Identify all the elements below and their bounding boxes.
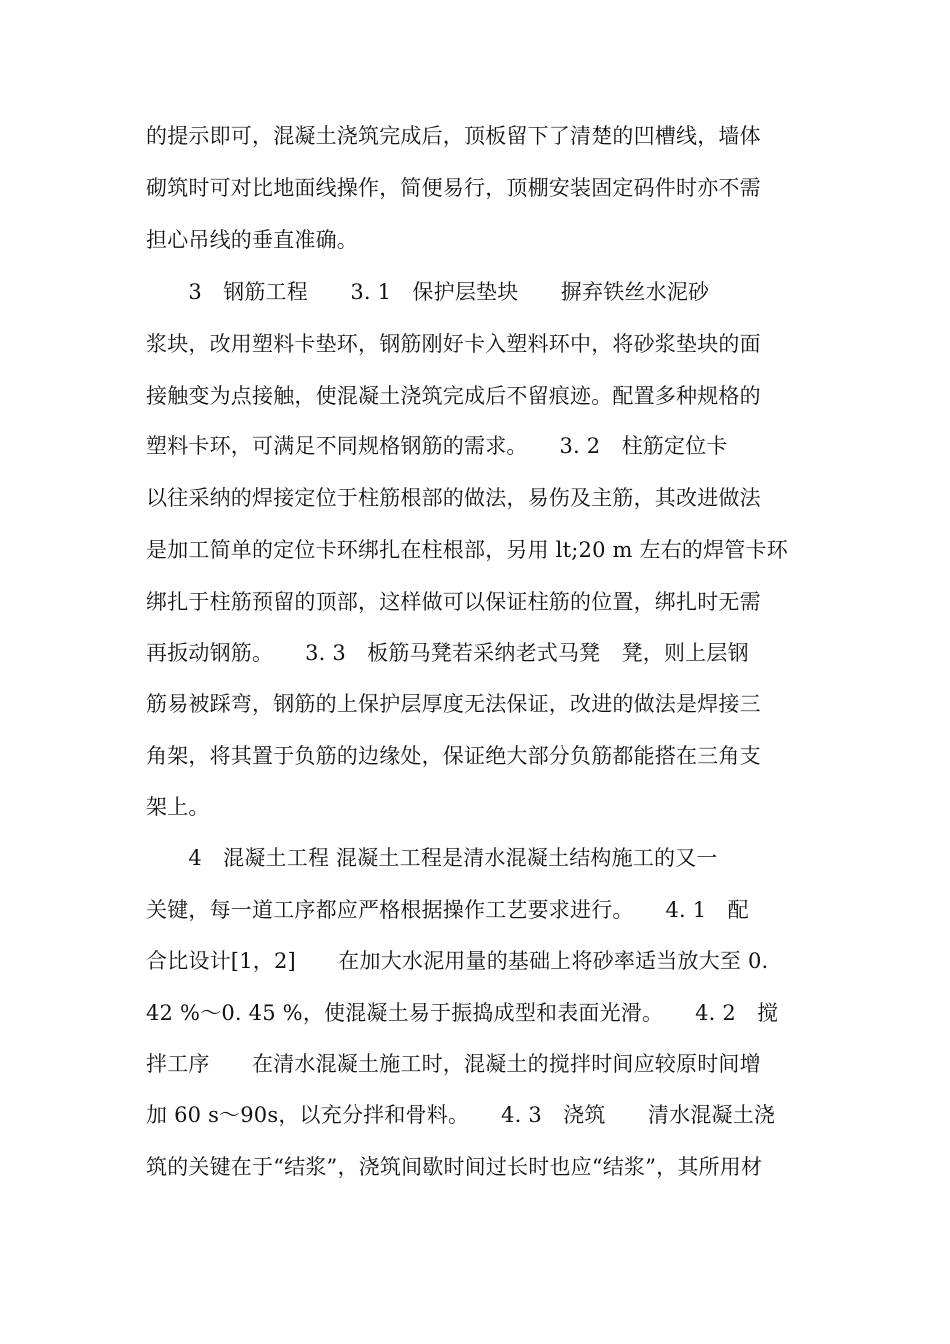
text-line: 筋易被踩弯，钢筋的上保护层厚度无法保证，改进的做法是焊接三 [146, 692, 761, 716]
text-line: 3 钢筋工程 3. 1 保护层垫块 摒弃铁丝水泥砂 [146, 280, 710, 304]
text-line: 筑的关键在于“结浆”，浇筑间歇时间过长时也应“结浆”，其所用材 [146, 1155, 763, 1179]
text-line: 合比设计[1，2] 在加大水泥用量的基础上将砂率适当放大至 0. [146, 949, 769, 973]
text-line: 以往采纳的焊接定位于柱筋根部的做法，易伤及主筋，其改进做法 [146, 486, 761, 510]
text-line: 架上。 [146, 795, 210, 819]
text-line: 担心吊线的垂直准确。 [146, 228, 358, 252]
text-line: 绑扎于柱筋预留的顶部，这样做可以保证柱筋的位置，绑扎时无需 [146, 590, 761, 614]
text-line: 接触变为点接触，使混凝土浇筑完成后不留痕迹。配置多种规格的 [146, 384, 761, 408]
text-line: 42 %～0. 45 %，使混凝土易于振捣成型和表面光滑。 4. 2 搅 [146, 1001, 779, 1025]
text-line: 加 60 s～90s，以充分拌和骨料。 4. 3 浇筑 清水混凝土浇 [146, 1103, 776, 1127]
text-line: 是加工简单的定位卡环绑扎在柱根部，另用 lt;20 m 左右的焊管卡环 [146, 538, 788, 562]
text-line: 砌筑时可对比地面线操作，简便易行，顶棚安装固定码件时亦不需 [146, 176, 761, 200]
text-line: 拌工序 在清水混凝土施工时，混凝土的搅拌时间应较原时间增 [146, 1052, 761, 1076]
text-line: 4 混凝土工程 混凝土工程是清水混凝土结构施工的又一 [146, 846, 718, 870]
text-line: 再扳动钢筋。 3. 3 板筋马凳若采纳老式马凳 凳，则上层钢 [146, 641, 749, 665]
text-line: 角架，将其置于负筋的边缘处，保证绝大部分负筋都能搭在三角支 [146, 744, 761, 768]
text-line: 的提示即可，混凝土浇筑完成后，顶板留下了清楚的凹槽线，墙体 [146, 124, 761, 148]
text-line: 浆块，改用塑料卡垫环，钢筋刚好卡入塑料环中，将砂浆垫块的面 [146, 332, 761, 356]
text-line: 塑料卡环，可满足不同规格钢筋的需求。 3. 2 柱筋定位卡 [146, 434, 728, 458]
text-line: 关键，每一道工序都应严格根据操作工艺要求进行。 4. 1 配 [146, 898, 749, 922]
